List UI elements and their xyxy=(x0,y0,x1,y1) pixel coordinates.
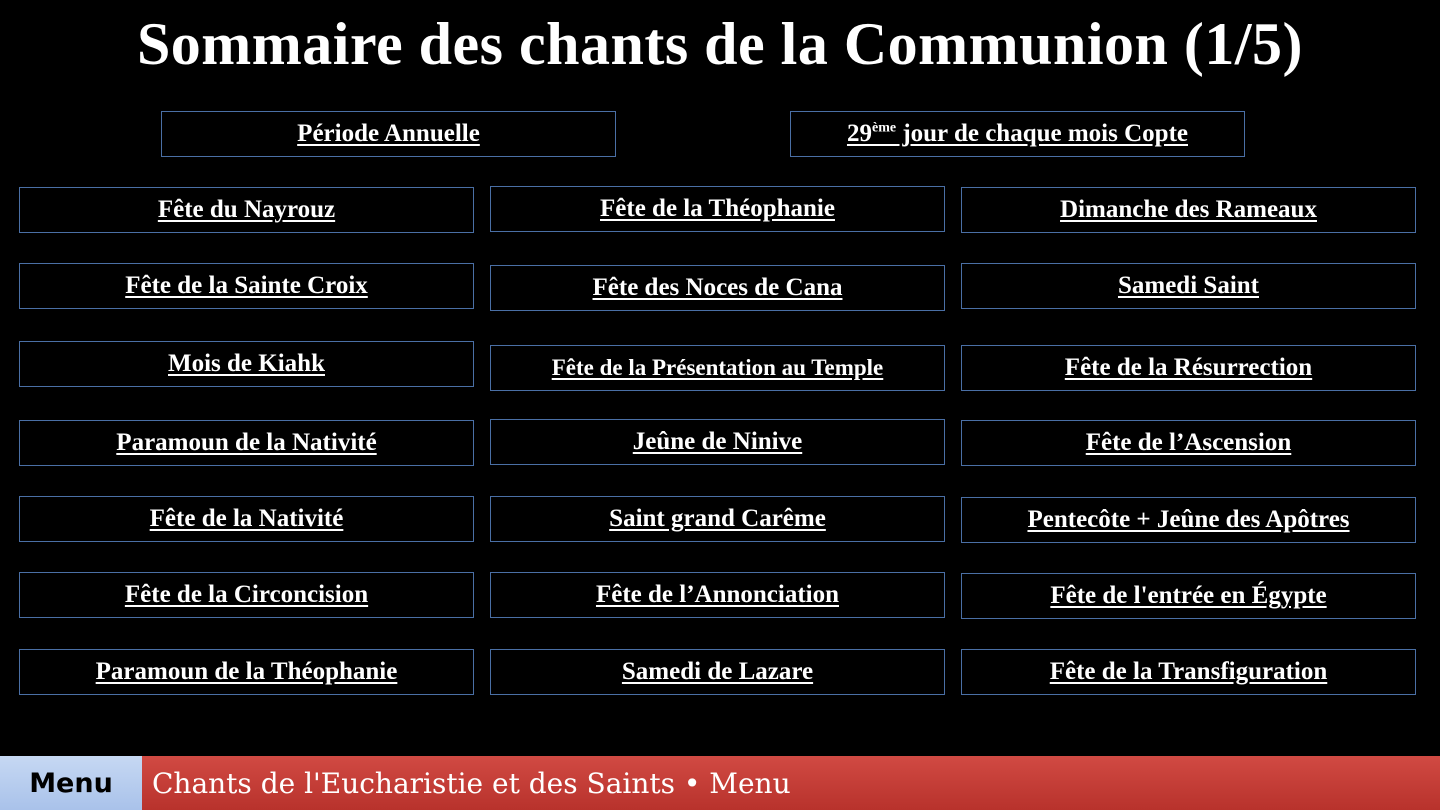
link-label: Fête de la Sainte Croix xyxy=(125,272,368,299)
link-label: Dimanche des Rameaux xyxy=(1060,196,1317,223)
link-label: Fête de la Résurrection xyxy=(1064,354,1313,381)
link-mois-de-kiahk[interactable] xyxy=(19,341,474,387)
link-label: Fête de la Présentation au Temple xyxy=(551,355,884,380)
link-saint-grand-careme[interactable] xyxy=(490,496,945,542)
link-label: Fête de la Transfiguration xyxy=(1049,658,1328,685)
link-label: Fête du Nayrouz xyxy=(157,196,336,223)
link-label: Fête de la Théophanie xyxy=(600,195,835,222)
link-label: Samedi Saint xyxy=(1117,272,1259,299)
link-resurrection[interactable] xyxy=(961,345,1416,391)
footer-bar xyxy=(0,756,1440,810)
link-noces-de-cana[interactable] xyxy=(490,265,945,311)
link-annonciation[interactable] xyxy=(490,572,945,618)
link-label: Saint grand Carême xyxy=(609,505,826,532)
link-fete-du-nayrouz[interactable] xyxy=(19,187,474,233)
link-periode-annuelle[interactable] xyxy=(161,111,616,157)
link-ascension[interactable] xyxy=(961,420,1416,466)
link-fete-circoncision[interactable] xyxy=(19,572,474,618)
link-label: Paramoun de la Théophanie xyxy=(95,658,398,685)
link-entree-egypte[interactable] xyxy=(961,573,1416,619)
link-fete-nativite[interactable] xyxy=(19,496,474,542)
link-label: Pentecôte + Jeûne des Apôtres xyxy=(1027,506,1350,533)
link-label: Mois de Kiahk xyxy=(168,350,325,377)
link-presentation-temple[interactable] xyxy=(490,345,945,391)
link-label: Fête de l’Annonciation xyxy=(595,581,840,608)
link-paramoun-nativite[interactable] xyxy=(19,420,474,466)
link-label: Fête de l’Ascension xyxy=(1085,429,1292,456)
link-pentecote[interactable] xyxy=(961,497,1416,543)
link-samedi-de-lazare[interactable] xyxy=(490,649,945,695)
link-fete-sainte-croix[interactable] xyxy=(19,263,474,309)
link-label: Samedi de Lazare xyxy=(621,658,814,685)
link-label: Fête des Noces de Cana xyxy=(592,274,843,301)
link-29eme-jour[interactable] xyxy=(790,111,1245,157)
link-label: Fête de la Nativité xyxy=(149,505,344,532)
link-label: Jeûne de Ninive xyxy=(632,428,803,455)
breadcrumb[interactable]: Chants de l'Eucharistie et des Saints • Menu xyxy=(142,756,1440,810)
link-label: Fête de la Circoncision xyxy=(124,581,369,608)
link-samedi-saint[interactable] xyxy=(961,263,1416,309)
link-label: Paramoun de la Nativité xyxy=(116,429,377,456)
link-dimanche-rameaux[interactable] xyxy=(961,187,1416,233)
link-label: Fête de l'entrée en Égypte xyxy=(1050,582,1327,609)
page-title: Sommaire des chants de la Communion (1/5) xyxy=(136,11,1304,77)
link-label: Période Annuelle xyxy=(297,120,480,147)
link-jeune-de-ninive[interactable] xyxy=(490,419,945,465)
link-fete-theophanie[interactable] xyxy=(490,186,945,232)
link-transfiguration[interactable] xyxy=(961,649,1416,695)
link-label: 29ème jour de chaque mois Copte xyxy=(846,120,1188,147)
link-paramoun-theophanie[interactable] xyxy=(19,649,474,695)
menu-button[interactable]: Menu xyxy=(0,756,142,810)
